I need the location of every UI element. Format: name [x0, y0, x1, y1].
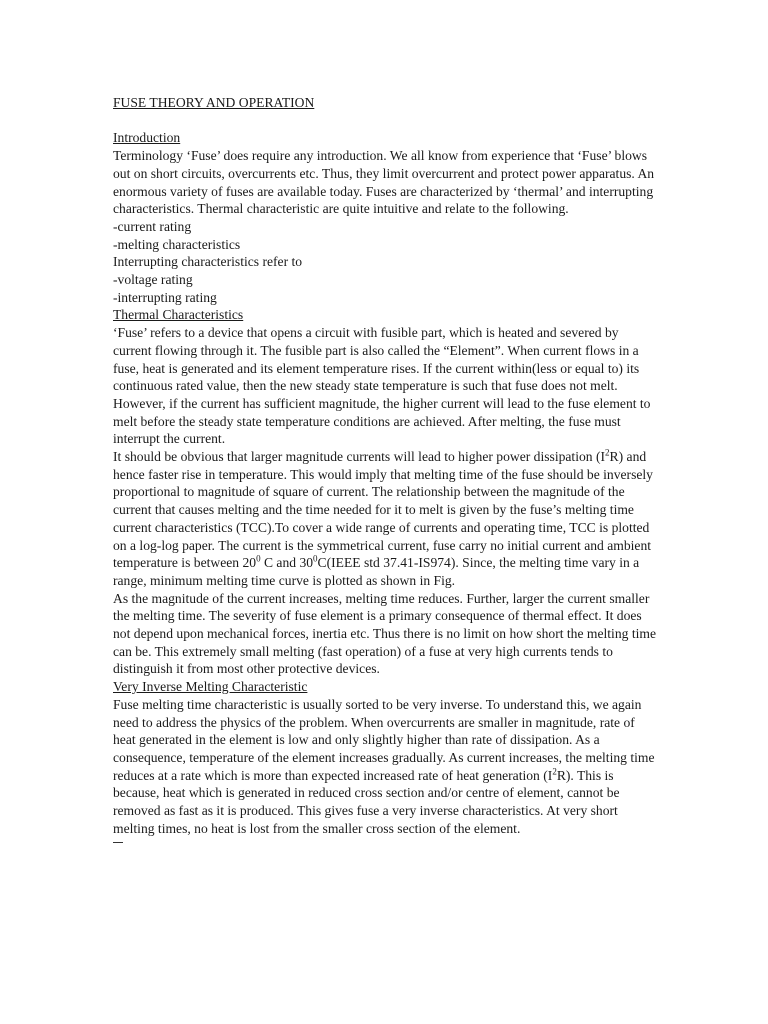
thermal-paragraph-1: ‘Fuse’ refers to a device that opens a circuit with fusible part, which is heated and severed by current flowing through it. The fusible part is also called the “Element”. When current flows in a fuse, heat is generated and its element temperature rises. If the current within(less or equal to) its continuous rated value, then the new steady state temperature is such that fuse does not melt. However, if the current has sufficient magnitude, the higher current will lead to the fuse element to melt before the steady state temperature conditions are achieved. After melting, the fuse must interrupt the current.	[113, 325, 651, 447]
inverse-text-b: R). This is because, heat which is generated in reduced cross section and/or centre of element, cannot be removed as fast as it is produced. This gives fuse a very inverse characteristics. At very short melting times, no heat is lost from the smaller cross section of the element.	[113, 767, 620, 836]
interrupting-intro: Interrupting characteristics refer to	[113, 254, 303, 270]
thermal-p2-text-b: R) and hence faster rise in temperature. This would imply that melting time of the fuse should be inversely proportional to magnitude of square of current. The relationship between the magnitude of the current that causes melting and the time needed for it to melt is given by the fuse’s melting time current characteristics (TCC).To cover a wide range of currents and operating time, TCC is plotted on a log-log paper. The current is the symmetrical current, fuse carry no initial current and ambient temperature is between 20	[113, 449, 653, 571]
list-item-current-rating: -current rating	[113, 218, 192, 234]
end-of-page-mark	[113, 842, 123, 843]
thermal-p2-text-d: C(IEEE std 37.41-IS974). Since, the melting time vary in a range, minimum melting time curve is plotted as shown in Fig.	[113, 555, 640, 588]
list-item-melting-characteristics: -melting characteristics	[113, 236, 241, 252]
very-inverse-paragraph	[113, 696, 658, 838]
superscript-2: 2	[605, 447, 610, 458]
thermal-p2-text-c: C and 30	[260, 555, 314, 571]
list-item-interrupting-rating: -interrupting rating	[113, 289, 217, 305]
thermal-paragraph-2	[113, 448, 658, 590]
list-item-voltage-rating: -voltage rating	[113, 272, 193, 288]
inverse-text-a: Fuse melting time characteristic is usually sorted to be very inverse. To understand this, we again need to address the physics of the problem. When overcurrents are smaller in magnitude, rate of heat generated in the element is low and only slightly higher than rate of dissipation. As a consequence, temperature of the element increases gradually. As current increases, the melting time reduces at a rate which is more than expected increased rate of heat generation (I	[113, 696, 655, 783]
superscript-2: 2	[552, 766, 557, 777]
thermal-characteristics-heading: Thermal Characteristics	[113, 307, 244, 323]
thermal-p2-text-a: It should be obvious that larger magnitude currents will lead to higher power dissipation (I	[113, 449, 606, 465]
superscript-degree-1: 0	[256, 553, 261, 564]
document-body	[113, 94, 658, 843]
very-inverse-heading: Very Inverse Melting Characteristic	[113, 679, 308, 695]
introduction-heading: Introduction	[113, 130, 181, 146]
superscript-degree-2: 0	[313, 553, 318, 564]
thermal-paragraph-3: As the magnitude of the current increases, melting time reduces. Further, larger the current smaller the melting time. The severity of fuse element is a primary consequence of thermal effect. It does not depend upon mechanical forces, inertia etc. Thus there is no limit on how short the melting time can be. This extremely small melting (fast operation) of a fuse at very high currents tends to distinguish it from most other protective devices.	[113, 590, 656, 677]
introduction-paragraph: Terminology ‘Fuse’ does require any introduction. We all know from experience that ‘Fuse’ blows out on short circuits, overcurrents etc. Thus, they limit overcurrent and protect power apparatus. An enormous variety of fuses are available today. Fuses are characterized by ‘thermal’ and interrupting characteristics. Thermal characteristic are quite intuitive and relate to the following.	[113, 148, 655, 217]
document-title: FUSE THEORY AND OPERATION	[113, 95, 315, 110]
